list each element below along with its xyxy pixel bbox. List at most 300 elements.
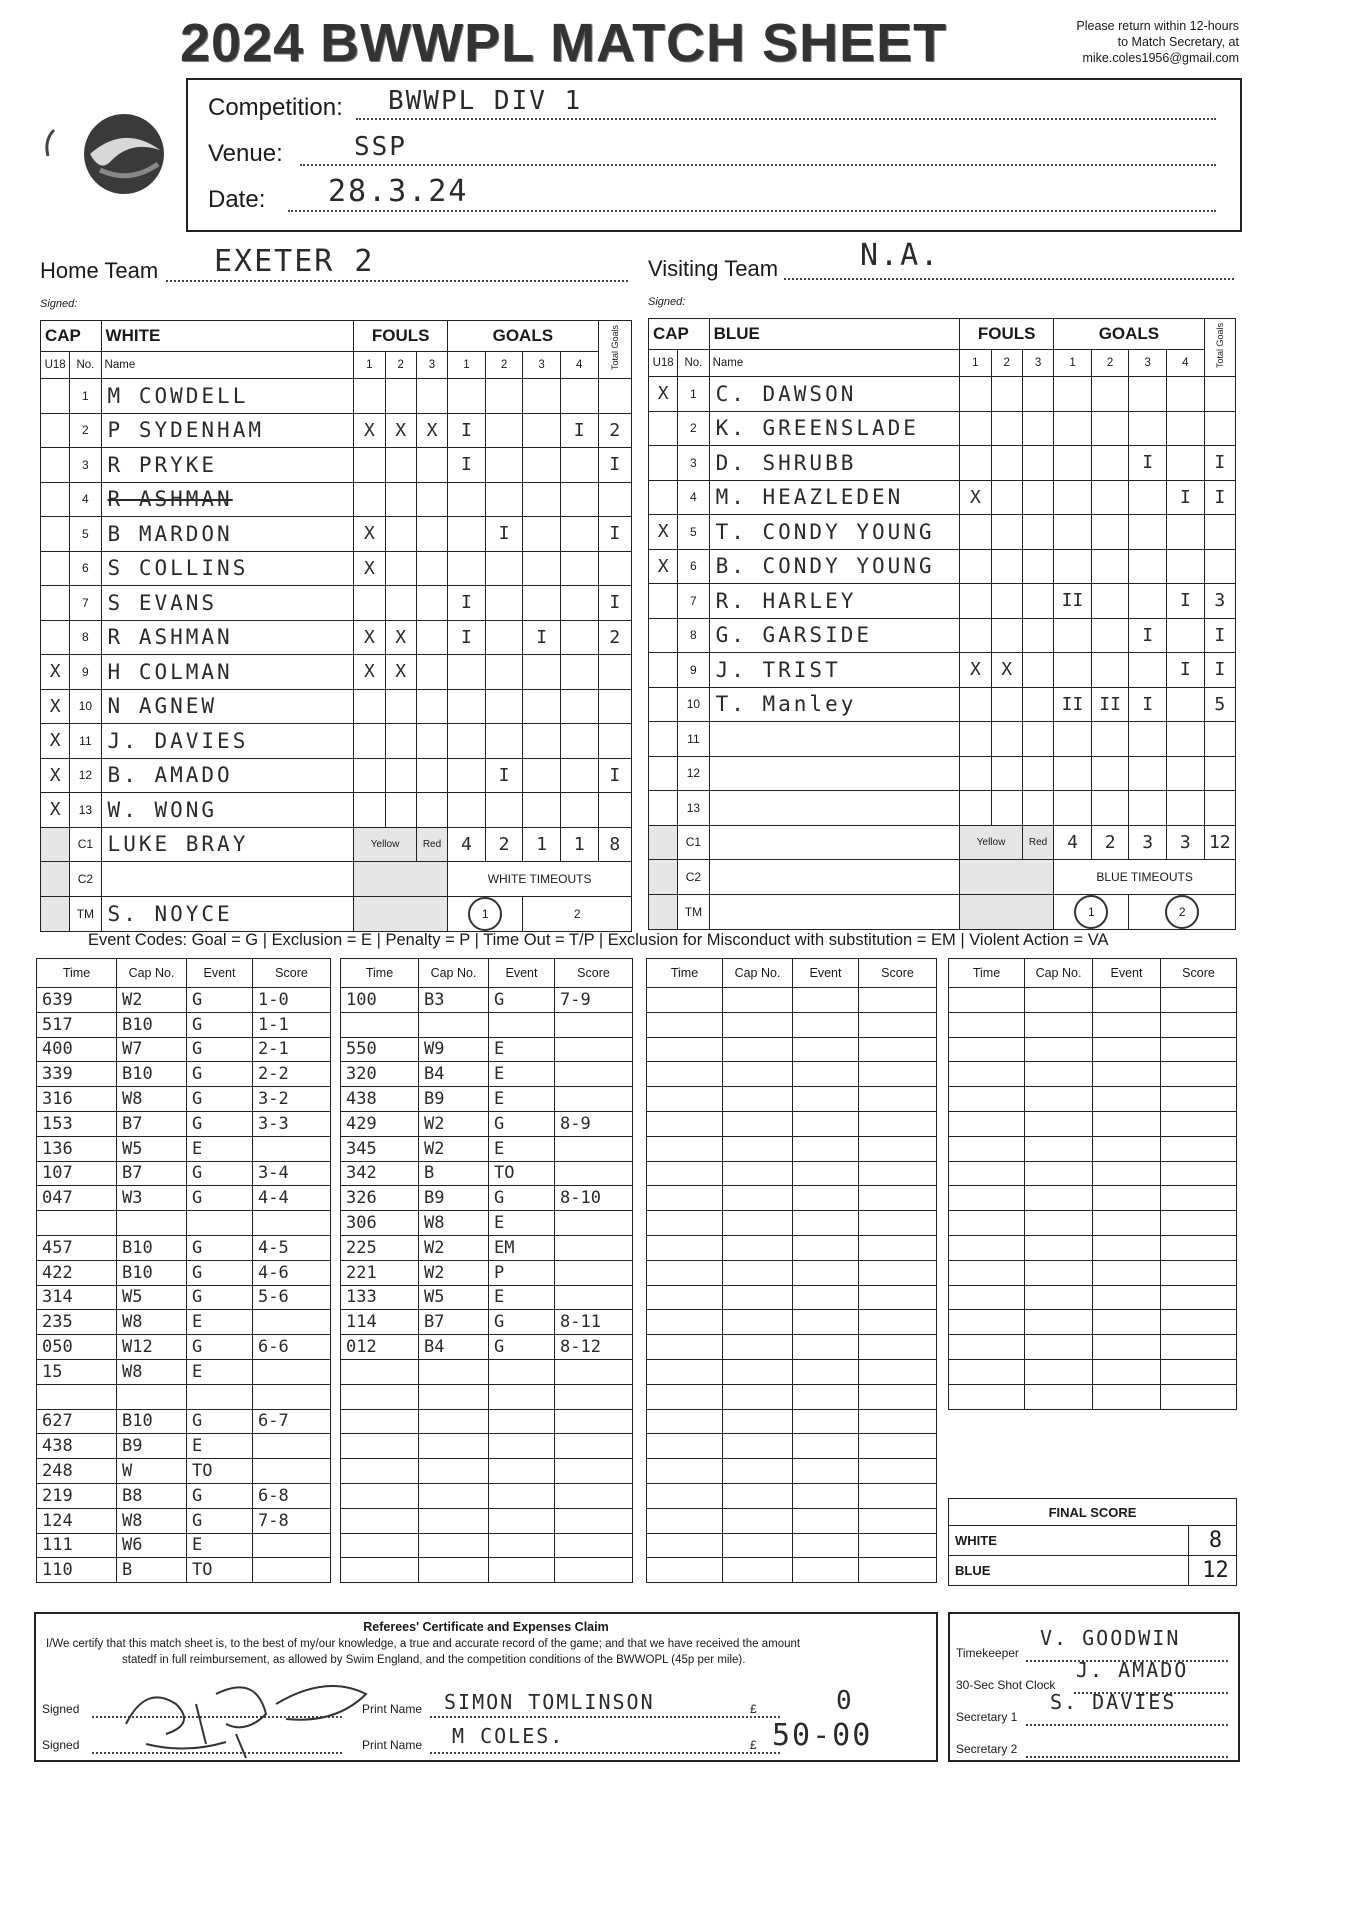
event-score: 3-4 — [253, 1161, 331, 1186]
cap-number: 13 — [70, 793, 101, 828]
u18-mark: X — [41, 793, 70, 828]
event-code — [793, 1359, 859, 1384]
away-team-table — [648, 318, 1236, 930]
goal-mark — [1091, 515, 1129, 550]
foul-mark — [385, 689, 416, 724]
cap-number: 6 — [70, 551, 101, 586]
event-row — [647, 1359, 937, 1384]
date-value: 28.3.24 — [328, 174, 469, 209]
u18-mark — [41, 413, 70, 448]
player-row — [649, 584, 1236, 619]
event-time — [341, 1533, 419, 1558]
player-name: P SYDENHAM — [101, 413, 354, 448]
foul-mark — [1022, 480, 1053, 515]
goal-mark — [448, 655, 486, 690]
event-code — [489, 1012, 555, 1037]
event-code: EM — [489, 1235, 555, 1260]
event-score — [1161, 1235, 1237, 1260]
goal-mark — [1167, 687, 1205, 722]
event-score — [1161, 1285, 1237, 1310]
goal-mark — [1167, 446, 1205, 481]
event-cap: B9 — [419, 1087, 489, 1112]
event-time: 221 — [341, 1260, 419, 1285]
event-code — [793, 1235, 859, 1260]
match-info-box — [186, 78, 1242, 232]
event-cap — [1025, 1260, 1093, 1285]
event-cap — [1025, 1285, 1093, 1310]
event-score — [555, 1558, 633, 1583]
event-code: G — [187, 988, 253, 1013]
event-time — [647, 1434, 723, 1459]
total-goals: 2 — [598, 413, 632, 448]
referee-amount-2: 50-00 — [772, 1718, 873, 1753]
event-cap: W7 — [117, 1037, 187, 1062]
goal-mark — [485, 724, 523, 759]
event-cap — [723, 1434, 793, 1459]
goal-mark — [1091, 584, 1129, 619]
event-row — [647, 1161, 937, 1186]
event-row — [647, 1235, 937, 1260]
event-score — [1161, 1335, 1237, 1360]
foul-mark — [960, 377, 991, 412]
total-goals — [598, 551, 632, 586]
u18-mark — [649, 584, 678, 619]
event-cap: B10 — [117, 1012, 187, 1037]
event-row — [37, 1508, 331, 1533]
event-cap — [723, 1087, 793, 1112]
home-q1-total: 4 — [448, 827, 486, 862]
event-time-header: Time — [949, 959, 1025, 988]
print-name-label-1: Print Name — [362, 1702, 423, 1716]
event-time — [341, 1359, 419, 1384]
goal-mark — [560, 586, 598, 621]
foul-mark — [385, 586, 416, 621]
goal-mark — [1091, 756, 1129, 791]
goal-mark — [1167, 722, 1205, 757]
goal-mark — [1129, 480, 1167, 515]
goal-mark — [1167, 756, 1205, 791]
event-row — [647, 1508, 937, 1533]
event-codes-legend: Event Codes: Goal = G | Exclusion = E | Penalty = P | Time Out = T/P | Exclusion for Misconduct with substitution = EM | Violent Action = VA — [88, 931, 1109, 949]
event-row — [341, 1037, 633, 1062]
event-code: G — [489, 1310, 555, 1335]
event-cap: W8 — [419, 1211, 489, 1236]
event-code: G — [187, 1260, 253, 1285]
player-row — [649, 687, 1236, 722]
player-name: R ASHMAN — [101, 620, 354, 655]
event-time — [949, 1087, 1025, 1112]
player-name: K. GREENSLADE — [709, 411, 960, 446]
event-code: G — [187, 1087, 253, 1112]
referee-amount-1: 0 — [836, 1686, 854, 1716]
goal-mark: II — [1054, 687, 1092, 722]
event-time: 316 — [37, 1087, 117, 1112]
event-code: E — [489, 1136, 555, 1161]
event-code — [793, 1508, 859, 1533]
event-cap — [723, 1459, 793, 1484]
return-note-line: mike.coles1956@gmail.com — [1082, 51, 1239, 65]
away-q4-total: 3 — [1167, 825, 1205, 860]
event-time: 438 — [37, 1434, 117, 1459]
event-code: E — [489, 1037, 555, 1062]
event-cap: B10 — [117, 1062, 187, 1087]
u18-mark — [41, 482, 70, 517]
player-name: M. HEAZLEDEN — [709, 480, 960, 515]
goal-mark — [560, 448, 598, 483]
foul-mark — [385, 758, 416, 793]
event-time — [37, 1384, 117, 1409]
event-score — [859, 1012, 937, 1037]
u18-mark — [41, 551, 70, 586]
event-time — [949, 1211, 1025, 1236]
event-time — [949, 1335, 1025, 1360]
foul-mark — [991, 515, 1022, 550]
player-name: T. Manley — [709, 687, 960, 722]
player-name — [709, 791, 960, 826]
event-time: 110 — [37, 1558, 117, 1583]
event-row — [949, 1235, 1237, 1260]
event-time — [647, 1508, 723, 1533]
cap-number: 5 — [678, 515, 709, 550]
event-cap — [723, 1384, 793, 1409]
event-code — [793, 1186, 859, 1211]
event-cap — [419, 1409, 489, 1434]
home-name-header: Name — [101, 352, 354, 379]
u18-mark — [649, 411, 678, 446]
event-cap: W2 — [419, 1111, 489, 1136]
event-row — [341, 1384, 633, 1409]
venue-label: Venue: — [208, 140, 283, 167]
goal-mark — [485, 620, 523, 655]
away-q3-total: 3 — [1129, 825, 1167, 860]
event-code — [793, 1459, 859, 1484]
player-row — [41, 655, 632, 690]
event-row — [949, 1037, 1237, 1062]
event-cap: W2 — [419, 1260, 489, 1285]
event-score: 2-1 — [253, 1037, 331, 1062]
cap-number: 11 — [678, 722, 709, 757]
event-score — [253, 1558, 331, 1583]
player-row — [649, 549, 1236, 584]
event-time: 639 — [37, 988, 117, 1013]
event-code — [793, 1211, 859, 1236]
event-time — [647, 1558, 723, 1583]
event-row — [647, 1087, 937, 1112]
cap-number: 3 — [678, 446, 709, 481]
final-score-table — [948, 1498, 1237, 1586]
event-time: 457 — [37, 1235, 117, 1260]
goal-mark — [485, 586, 523, 621]
total-goals: 2 — [598, 620, 632, 655]
cap-number: 13 — [678, 791, 709, 826]
cap-number: 4 — [70, 482, 101, 517]
event-score-header: Score — [555, 959, 633, 988]
event-row — [37, 1285, 331, 1310]
referees-text-2: statedf in full reimbursement, as allowed by Swim England, and the competition conditions of the BWWOPL (45p per mile). — [122, 1654, 746, 1666]
event-score — [1161, 1111, 1237, 1136]
goal-mark — [560, 724, 598, 759]
event-row — [341, 1211, 633, 1236]
goal-mark — [560, 689, 598, 724]
foul-mark: X — [991, 653, 1022, 688]
event-row — [37, 1211, 331, 1236]
foul-mark — [385, 482, 416, 517]
event-code — [1093, 1359, 1161, 1384]
event-event-header: Event — [489, 959, 555, 988]
foul-mark — [991, 480, 1022, 515]
foul-mark — [960, 411, 991, 446]
event-code — [793, 1533, 859, 1558]
event-cap: W8 — [117, 1508, 187, 1533]
event-row — [647, 1533, 937, 1558]
event-time: 050 — [37, 1335, 117, 1360]
event-time: 124 — [37, 1508, 117, 1533]
event-cap — [723, 1483, 793, 1508]
event-row — [949, 1012, 1237, 1037]
event-code — [489, 1558, 555, 1583]
event-time — [949, 988, 1025, 1013]
event-row — [647, 1384, 937, 1409]
total-goals: I — [1204, 480, 1235, 515]
player-name: R. HARLEY — [709, 584, 960, 619]
event-score — [1161, 1310, 1237, 1335]
event-score — [859, 1037, 937, 1062]
goal-mark: I — [448, 620, 486, 655]
event-code: G — [187, 1483, 253, 1508]
print-name-label-2: Print Name — [362, 1738, 423, 1752]
event-score: 1-0 — [253, 988, 331, 1013]
goal-mark: I — [1167, 480, 1205, 515]
goal-mark — [560, 793, 598, 828]
goal-mark: I — [485, 517, 523, 552]
player-row — [649, 515, 1236, 550]
player-row — [649, 756, 1236, 791]
event-code — [187, 1384, 253, 1409]
event-row — [341, 988, 633, 1013]
goal-mark — [560, 517, 598, 552]
event-code — [1093, 1335, 1161, 1360]
foul-mark — [1022, 584, 1053, 619]
event-code — [793, 1260, 859, 1285]
event-score — [1161, 1359, 1237, 1384]
total-goals: I — [598, 448, 632, 483]
event-row — [37, 1012, 331, 1037]
event-cap — [419, 1359, 489, 1384]
goal-mark — [448, 793, 486, 828]
event-cap: W5 — [419, 1285, 489, 1310]
event-cap — [1025, 1186, 1093, 1211]
event-code — [489, 1434, 555, 1459]
goal-mark — [523, 724, 561, 759]
goal-mark: II — [1091, 687, 1129, 722]
event-time: 136 — [37, 1136, 117, 1161]
goal-mark — [448, 482, 486, 517]
player-name: R PRYKE — [101, 448, 354, 483]
event-time: 306 — [341, 1211, 419, 1236]
home-no-header: No. — [70, 352, 101, 379]
home-red-label: Red — [416, 827, 447, 862]
event-row — [37, 1235, 331, 1260]
event-time — [647, 1211, 723, 1236]
event-score: 8-11 — [555, 1310, 633, 1335]
foul-mark — [1022, 618, 1053, 653]
event-cap: B9 — [117, 1434, 187, 1459]
player-name: N AGNEW — [101, 689, 354, 724]
event-time — [949, 1186, 1025, 1211]
event-time: 550 — [341, 1037, 419, 1062]
player-name: S EVANS — [101, 586, 354, 621]
event-time — [341, 1409, 419, 1434]
event-event-header: Event — [1093, 959, 1161, 988]
event-code — [793, 1087, 859, 1112]
event-score — [555, 1161, 633, 1186]
event-score — [1161, 1012, 1237, 1037]
event-score — [253, 1459, 331, 1484]
goal-mark — [1091, 722, 1129, 757]
event-code — [1093, 1012, 1161, 1037]
return-note-line: Please return within 12-hours — [1076, 19, 1239, 33]
event-time: 339 — [37, 1062, 117, 1087]
foul-mark — [354, 793, 385, 828]
event-score — [1161, 1384, 1237, 1409]
foul-mark — [1022, 377, 1053, 412]
goal-mark — [485, 482, 523, 517]
away-yellow-label: Yellow — [960, 825, 1023, 860]
event-row — [949, 1186, 1237, 1211]
player-row — [649, 653, 1236, 688]
player-name: C. DAWSON — [709, 377, 960, 412]
event-time — [647, 1483, 723, 1508]
home-quarter-2: 2 — [485, 352, 523, 379]
event-code — [489, 1459, 555, 1484]
player-row — [41, 620, 632, 655]
cap-number: 12 — [678, 756, 709, 791]
event-code: E — [187, 1136, 253, 1161]
event-code: G — [187, 1235, 253, 1260]
event-log-col-2 — [340, 958, 633, 1583]
event-time — [949, 1037, 1025, 1062]
event-cap: W6 — [117, 1533, 187, 1558]
event-cap: B10 — [117, 1409, 187, 1434]
event-cap: B4 — [419, 1062, 489, 1087]
goal-mark — [560, 655, 598, 690]
event-cap — [419, 1483, 489, 1508]
event-cap: W8 — [117, 1087, 187, 1112]
visiting-team-label: Visiting Team — [648, 256, 779, 281]
goal-mark — [523, 482, 561, 517]
event-time — [647, 1161, 723, 1186]
event-code: E — [489, 1087, 555, 1112]
referee-name-2: M COLES. — [452, 1724, 565, 1748]
event-cap: W2 — [419, 1136, 489, 1161]
home-color-header: WHITE — [101, 321, 354, 352]
total-goals — [1204, 377, 1235, 412]
goal-mark — [1054, 722, 1092, 757]
goal-mark — [523, 551, 561, 586]
foul-mark — [416, 551, 447, 586]
event-time — [647, 1037, 723, 1062]
foul-mark — [354, 379, 385, 414]
event-cap — [1025, 1359, 1093, 1384]
event-score: 5-6 — [253, 1285, 331, 1310]
player-row — [41, 551, 632, 586]
venue-value: SSP — [354, 132, 407, 162]
foul-mark — [960, 584, 991, 619]
event-code — [793, 1136, 859, 1161]
event-cap — [723, 1062, 793, 1087]
goal-mark — [1129, 377, 1167, 412]
cap-number: 9 — [678, 653, 709, 688]
event-score: 8-10 — [555, 1186, 633, 1211]
player-row — [41, 482, 632, 517]
away-timeout-2: 2 — [1165, 895, 1199, 929]
cap-number: 5 — [70, 517, 101, 552]
home-coach-name: LUKE BRAY — [101, 827, 354, 862]
event-row — [37, 1335, 331, 1360]
goal-mark — [485, 689, 523, 724]
total-goals — [598, 482, 632, 517]
player-name: S COLLINS — [101, 551, 354, 586]
event-time — [949, 1384, 1025, 1409]
event-score — [555, 1409, 633, 1434]
event-log-col-3 — [646, 958, 937, 1583]
event-score: 4-5 — [253, 1235, 331, 1260]
goal-mark — [485, 379, 523, 414]
event-code — [793, 1483, 859, 1508]
goal-mark — [523, 448, 561, 483]
event-time — [647, 1310, 723, 1335]
player-row — [649, 722, 1236, 757]
event-row — [949, 1359, 1237, 1384]
event-cap — [723, 1508, 793, 1533]
u18-mark — [649, 756, 678, 791]
event-code — [793, 1434, 859, 1459]
event-cap — [723, 1359, 793, 1384]
event-score: 3-3 — [253, 1111, 331, 1136]
event-cap — [723, 988, 793, 1013]
event-cap: W2 — [117, 988, 187, 1013]
away-total-header: Total Goals — [1204, 319, 1235, 377]
event-time: 400 — [37, 1037, 117, 1062]
u18-mark — [649, 722, 678, 757]
referees-text-1: I/We certify that this match sheet is, to the best of my/our knowledge, a true and accurate record of the game; and that we have received the amount — [46, 1638, 801, 1650]
u18-mark — [41, 620, 70, 655]
goal-mark — [1129, 584, 1167, 619]
event-score — [859, 1434, 937, 1459]
goal-mark — [1054, 791, 1092, 826]
event-cap: B10 — [117, 1235, 187, 1260]
cap-number: 7 — [70, 586, 101, 621]
event-row — [37, 1062, 331, 1087]
event-score — [253, 1533, 331, 1558]
event-cap: W — [117, 1459, 187, 1484]
goal-mark — [560, 379, 598, 414]
event-score — [555, 1235, 633, 1260]
event-cap: B — [117, 1558, 187, 1583]
event-code — [793, 1409, 859, 1434]
event-code: G — [187, 1161, 253, 1186]
foul-mark — [385, 724, 416, 759]
return-note-line: to Match Secretary, at — [1117, 35, 1239, 49]
goal-mark — [1167, 618, 1205, 653]
event-time: 012 — [341, 1335, 419, 1360]
goal-mark: I — [523, 620, 561, 655]
event-score — [859, 1384, 937, 1409]
event-code — [1093, 1384, 1161, 1409]
event-score-header: Score — [1161, 959, 1237, 988]
event-cap — [1025, 1087, 1093, 1112]
total-goals — [598, 379, 632, 414]
